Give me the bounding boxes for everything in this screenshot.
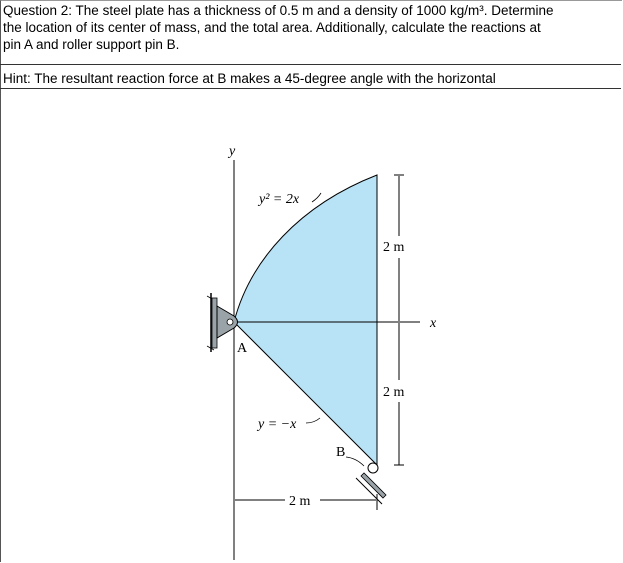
y-axis-label: y xyxy=(229,144,236,159)
curve-top-label: y² = 2x xyxy=(259,192,300,207)
roller-b-support xyxy=(356,463,386,504)
curve-bottom-leader xyxy=(306,418,320,423)
dim-upper-label: 2 m xyxy=(383,240,405,255)
curve-top-leader xyxy=(312,193,321,202)
dim-lower-label: 2 m xyxy=(383,385,405,400)
steel-plate xyxy=(234,175,377,465)
pin-a-label: A xyxy=(237,341,248,356)
support-b-leader xyxy=(346,457,364,466)
hint-text: Hint: The resultant reaction force at B makes a 45-degree angle with the horizontal xyxy=(3,71,496,86)
dim-horizontal-label: 2 m xyxy=(289,494,311,509)
curve-bottom-label: y = −x xyxy=(258,417,297,432)
x-axis-label: x xyxy=(430,316,437,331)
question-line-3: pin A and roller support pin B. xyxy=(3,37,180,52)
support-b-label: B xyxy=(336,445,346,460)
question-line-2: the location of its center of mass, and the total area. Additionally, calculate the reactions at xyxy=(3,20,541,35)
question-line-1: Question 2: The steel plate has a thickness of 0.5 m and a density of 1000 kg/m³. Determine xyxy=(3,3,554,18)
pin-a-support xyxy=(207,293,238,352)
